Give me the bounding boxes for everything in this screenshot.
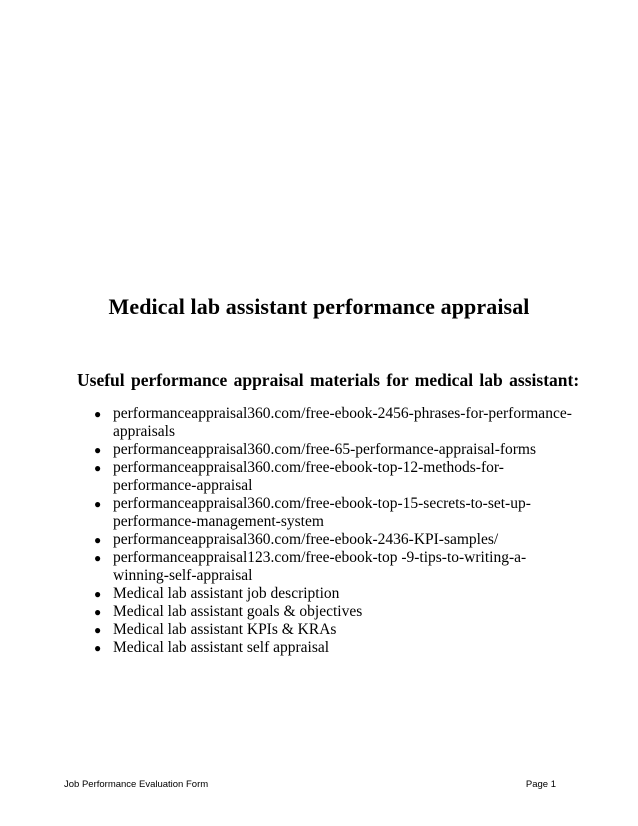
bullet-icon: ● bbox=[94, 623, 102, 637]
list-item-text[interactable]: performanceappraisal360.com/free-ebook-top-12-methods-for-performance-appraisal bbox=[113, 459, 504, 494]
section-heading: Useful performance appraisal materials for medical lab assistant: bbox=[77, 370, 580, 390]
bullet-icon: ● bbox=[94, 641, 102, 655]
list-item[interactable] bbox=[94, 459, 573, 495]
list-item-text[interactable]: Medical lab assistant KPIs & KRAs bbox=[113, 621, 337, 638]
list-item-text[interactable]: performanceappraisal360.com/free-ebook-2436-KPI-samples/ bbox=[113, 531, 499, 548]
bullet-icon: ● bbox=[94, 533, 102, 547]
page-title: Medical lab assistant performance appraisal bbox=[108, 294, 530, 319]
bullet-icon: ● bbox=[94, 461, 102, 475]
footer-page-number: Page 1 bbox=[525, 779, 556, 790]
list-item[interactable] bbox=[94, 495, 573, 531]
list-item[interactable] bbox=[94, 531, 573, 549]
list-item-text[interactable]: Medical lab assistant self appraisal bbox=[113, 639, 330, 656]
bullet-icon: ● bbox=[94, 551, 102, 565]
bullet-icon: ● bbox=[94, 587, 102, 601]
bullet-icon: ● bbox=[94, 497, 102, 511]
list-item[interactable] bbox=[94, 621, 573, 639]
bullet-icon: ● bbox=[94, 407, 102, 421]
list-item-text[interactable]: performanceappraisal360.com/free-65-performance-appraisal-forms bbox=[113, 441, 537, 458]
bullet-icon: ● bbox=[94, 443, 102, 457]
resource-list bbox=[94, 405, 573, 657]
list-item-text[interactable]: Medical lab assistant goals & objectives bbox=[113, 603, 363, 620]
list-item-text[interactable]: Medical lab assistant job description bbox=[113, 585, 340, 602]
bullet-icon: ● bbox=[94, 605, 102, 619]
list-item[interactable] bbox=[94, 585, 573, 603]
list-item[interactable] bbox=[94, 549, 573, 585]
list-item-text[interactable]: performanceappraisal360.com/free-ebook-2456-phrases-for-performance-appraisals bbox=[113, 405, 572, 440]
list-item-text[interactable]: performanceappraisal360.com/free-ebook-top-15-secrets-to-set-up-performance-management-system bbox=[113, 495, 531, 530]
list-item-text[interactable]: performanceappraisal123.com/free-ebook-top -9-tips-to-writing-a-winning-self-appraisal bbox=[113, 549, 527, 584]
list-item[interactable] bbox=[94, 441, 573, 459]
list-item[interactable] bbox=[94, 405, 573, 441]
footer-form-name: Job Performance Evaluation Form bbox=[64, 779, 209, 790]
list-item[interactable] bbox=[94, 603, 573, 621]
list-item[interactable] bbox=[94, 639, 573, 657]
